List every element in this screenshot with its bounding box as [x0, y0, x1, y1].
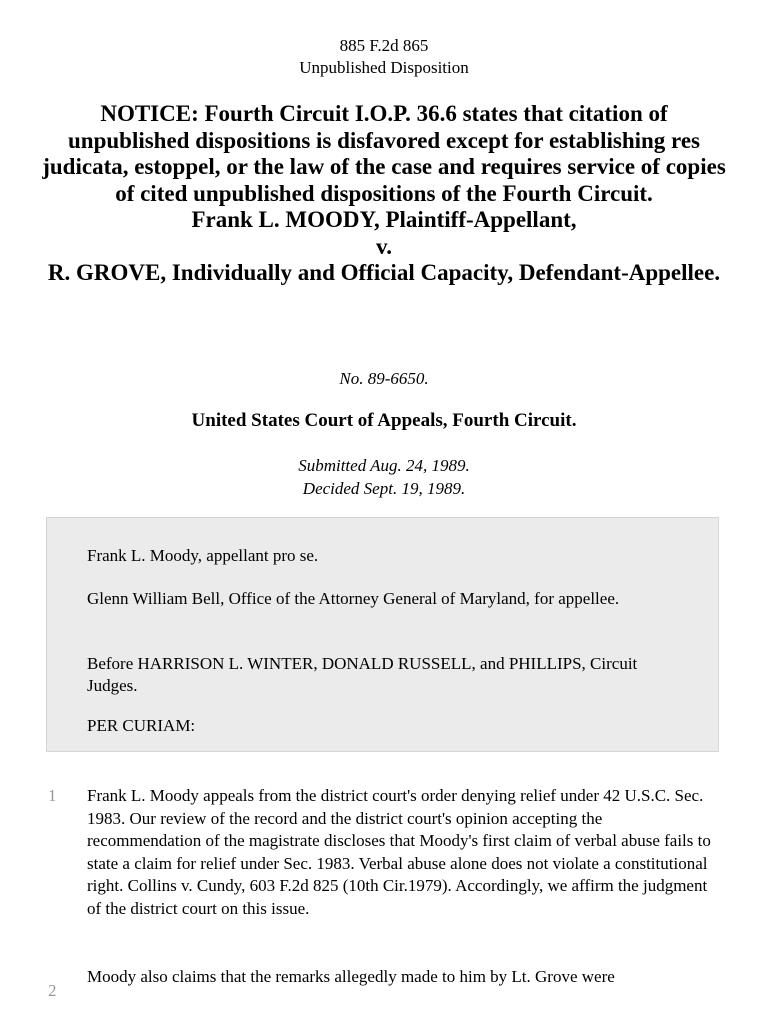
reporter-citation: 885 F.2d 865	[339, 36, 429, 55]
court-name: United States Court of Appeals, Fourth Circuit.	[191, 410, 577, 431]
paragraph-text: Moody also claims that the remarks allegedly made to him by Lt. Grove were	[87, 967, 615, 986]
per-curiam-label: PER CURIAM:	[87, 716, 196, 735]
paragraph-number: 2	[48, 981, 57, 1000]
defendant-line: R. GROVE, Individually and Official Capacity, Defendant-Appellee.	[47, 260, 721, 285]
case-caption	[40, 101, 728, 287]
paragraph-number: 1	[48, 786, 57, 805]
appellant-counsel: Frank L. Moody, appellant pro se.	[87, 546, 319, 565]
citation-header	[0, 35, 768, 79]
appellee-counsel: Glenn William Bell, Office of the Attorney General of Maryland, for appellee.	[87, 589, 620, 608]
submitted-date: Submitted Aug. 24, 1989.	[298, 456, 470, 475]
case-dates	[0, 454, 768, 500]
counsel-box	[46, 517, 719, 752]
panel-judges: Before HARRISON L. WINTER, DONALD RUSSELL, and PHILLIPS, Circuit Judges.	[87, 654, 638, 695]
paragraph-text: Frank L. Moody appeals from the district court's order denying relief under 42 U.S.C. Sec. 1983. Our review of the record and the district court's opinion accepting the recommendation of the magistrate discloses that Moody's first claim of verbal abuse fails to state a claim for relief under Sec. 1983. Verbal abuse alone does not violate a constitutional right. Collins v. Cundy, 603 F.2d 825 (10th Cir.1979). Accordingly, we affirm the judgment of the district court on this issue.	[87, 786, 711, 918]
disposition-label: Unpublished Disposition	[299, 58, 469, 77]
versus-line: v.	[376, 233, 392, 259]
docket-number: No. 89-6650.	[339, 369, 429, 388]
decided-date: Decided Sept. 19, 1989.	[302, 479, 466, 498]
notice-text: NOTICE: Fourth Circuit I.O.P. 36.6 states that citation of unpublished dispositions is disfavored except for establishing res judicata, estoppel, or the law of the case and requires service of copies of cited unpublished dispositions of the Fourth Circuit.	[42, 101, 726, 206]
plaintiff-line: Frank L. MOODY, Plaintiff-Appellant,	[191, 207, 577, 232]
